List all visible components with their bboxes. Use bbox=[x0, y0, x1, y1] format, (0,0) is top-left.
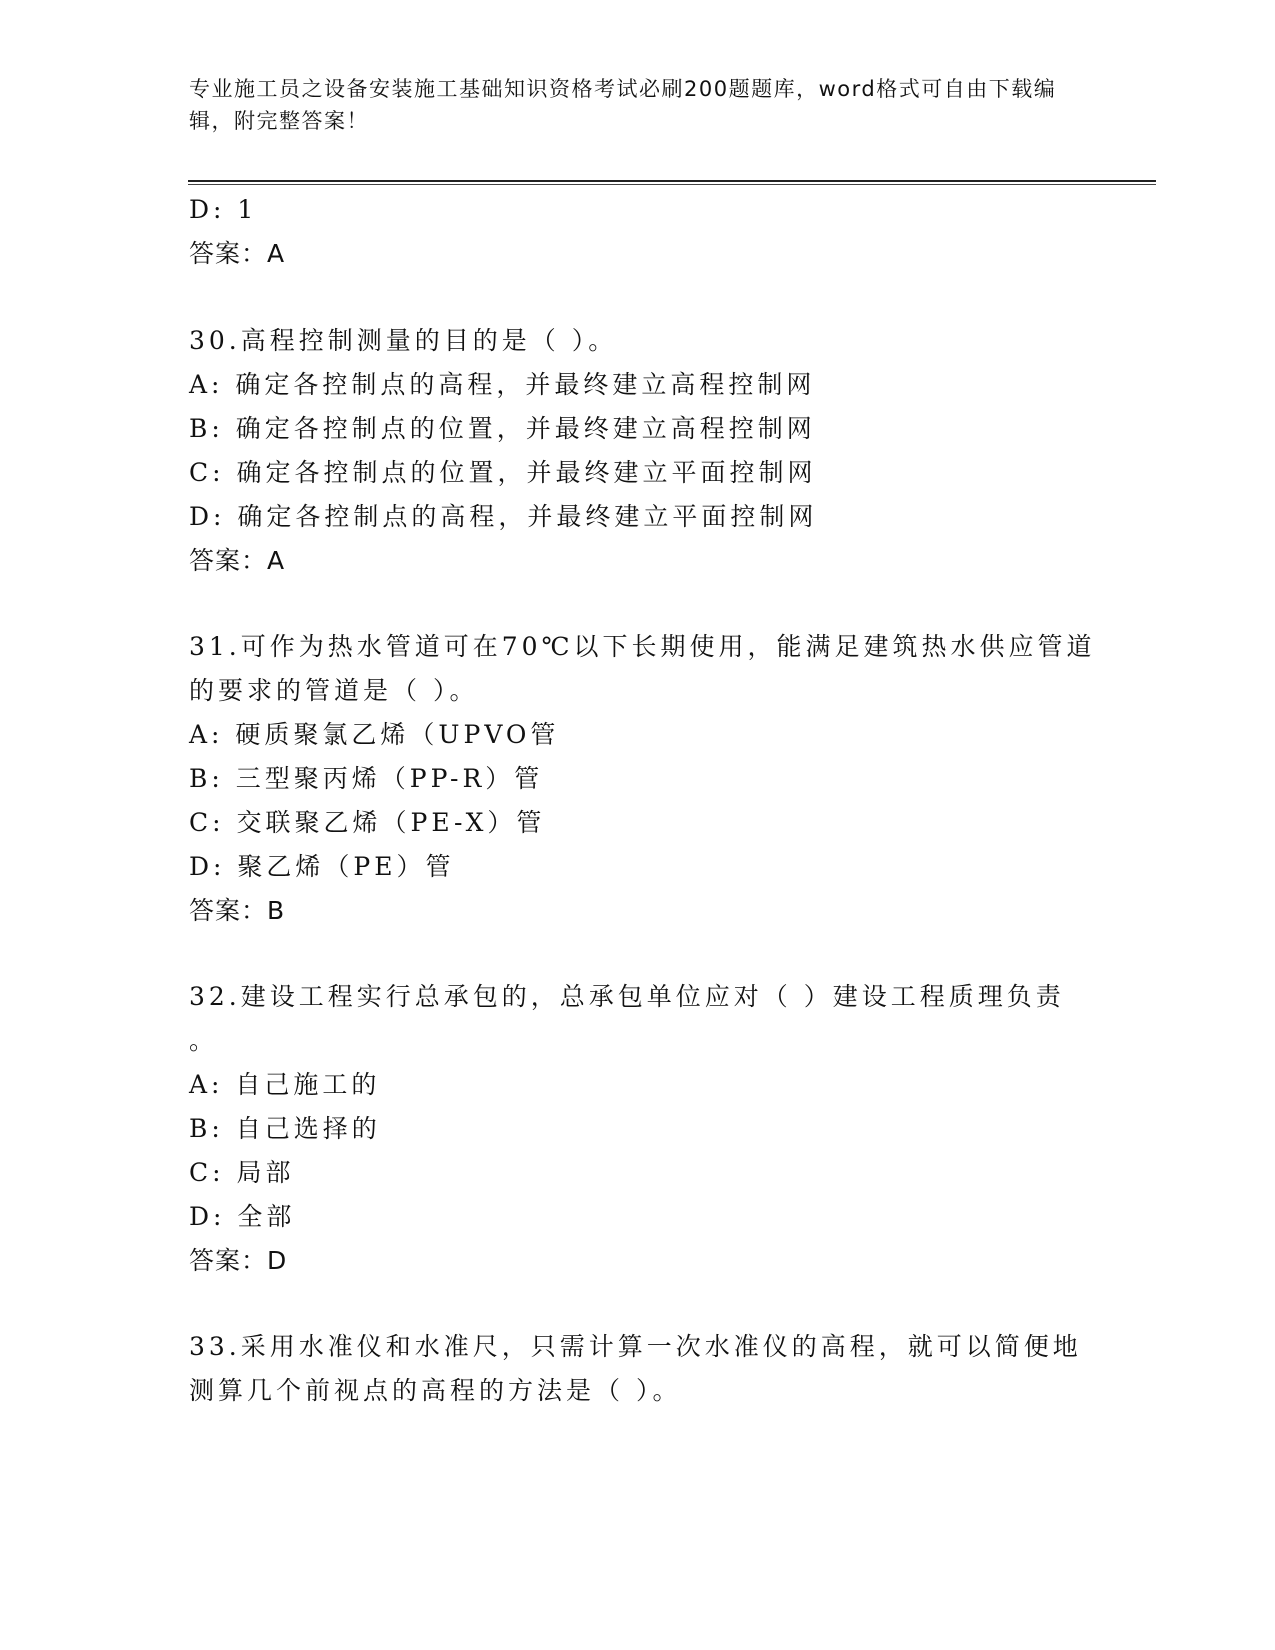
q32-option-b: B: 自己选择的 bbox=[189, 1114, 381, 1143]
q32-answer: 答案：D bbox=[189, 1246, 288, 1275]
header-divider-thin bbox=[188, 184, 1156, 185]
q33-stem-line2: 测算几个前视点的高程的方法是（ ）。 bbox=[189, 1376, 682, 1405]
q32-option-c: C: 局部 bbox=[189, 1158, 295, 1187]
q30-option-a: A: 确定各控制点的高程，并最终建立高程控制网 bbox=[189, 370, 816, 399]
q32-stem-line2: 。 bbox=[189, 1026, 219, 1055]
q31-option-d: D: 聚乙烯（PE）管 bbox=[189, 852, 455, 881]
q30-stem: 30.高程控制测量的目的是（ ）。 bbox=[189, 326, 618, 355]
document-header: 专业施工员之设备安装施工基础知识资格考试必刷200题题库，word格式可自由下载编辑，附完整答案！ bbox=[189, 77, 1057, 133]
prev-answer: 答案：A bbox=[189, 239, 286, 268]
q33-stem-line1: 33.采用水准仪和水准尺，只需计算一次水准仪的高程，就可以简便地 bbox=[189, 1332, 1082, 1361]
q32-option-a: A: 自己施工的 bbox=[189, 1070, 381, 1099]
q31-stem-line2: 的要求的管道是（ ）。 bbox=[189, 676, 479, 705]
q30-option-d: D: 确定各控制点的高程，并最终建立平面控制网 bbox=[189, 502, 818, 531]
q31-option-a: A: 硬质聚氯乙烯（UPVO管 bbox=[189, 720, 560, 749]
q30-option-b: B: 确定各控制点的位置，并最终建立高程控制网 bbox=[189, 414, 816, 443]
q32-option-d: D: 全部 bbox=[189, 1202, 296, 1231]
q31-answer: 答案：B bbox=[189, 896, 286, 925]
q30-option-c: C: 确定各控制点的位置，并最终建立平面控制网 bbox=[189, 458, 817, 487]
q30-answer: 答案：A bbox=[189, 546, 286, 575]
header-divider bbox=[188, 180, 1156, 182]
prev-option-d: D: 1 bbox=[189, 195, 258, 224]
q31-option-c: C: 交联聚乙烯（PE-X）管 bbox=[189, 808, 546, 837]
q31-stem-line1: 31.可作为热水管道可在70℃以下长期使用，能满足建筑热水供应管道 bbox=[189, 632, 1096, 661]
q32-stem-line1: 32.建设工程实行总承包的，总承包单位应对（ ）建设工程质理负责 bbox=[189, 982, 1065, 1011]
q31-option-b: B: 三型聚丙烯（PP-R）管 bbox=[189, 764, 544, 793]
